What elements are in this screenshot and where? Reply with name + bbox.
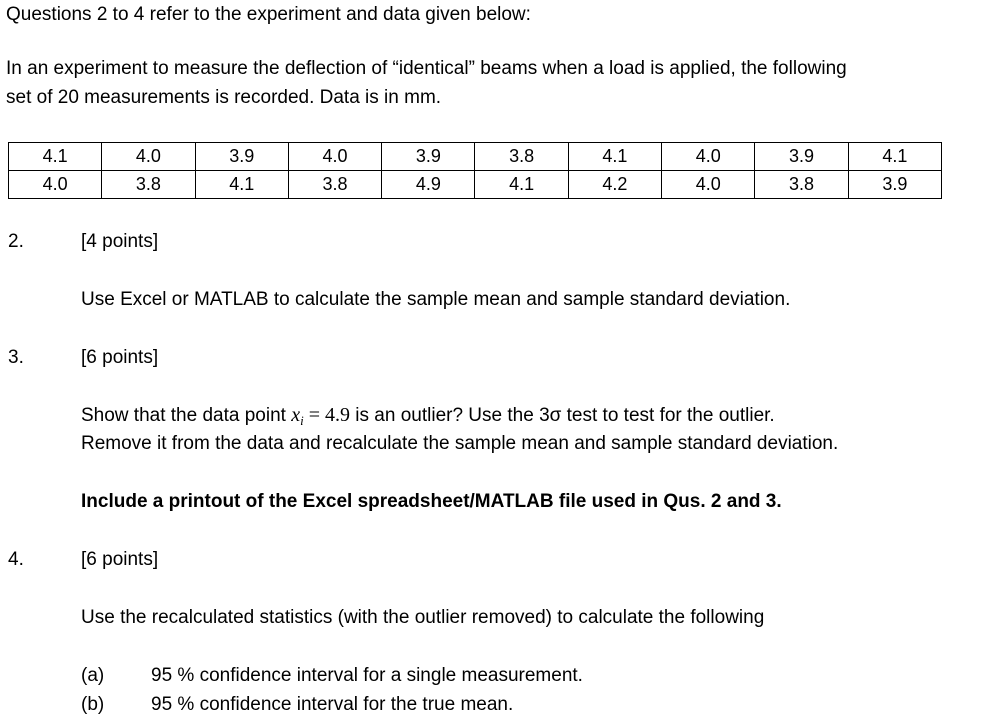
math-value: = 4.9 xyxy=(303,404,351,426)
question-2-points: [4 points] xyxy=(81,231,159,252)
question-3-points: [6 points] xyxy=(81,347,159,368)
table-cell: 4.1 xyxy=(848,143,941,171)
question-4-part-b-text: 95 % confidence interval for the true mean. xyxy=(151,694,514,715)
question-4-part-a-text: 95 % confidence interval for a single measurement. xyxy=(151,665,583,686)
table-cell: 4.2 xyxy=(568,171,661,199)
question-4-part-a-label: (a) xyxy=(81,665,105,686)
math-subscript: i xyxy=(300,413,304,428)
table-cell: 3.9 xyxy=(848,171,941,199)
question-4-points: [6 points] xyxy=(81,549,159,570)
question-3-printout-note: Include a printout of the Excel spreadsheet/MATLAB file used in Qus. 2 and 3. xyxy=(81,491,782,512)
question-3-text-before-math: Show that the data point xyxy=(81,405,286,426)
question-3-text-after-math: is an outlier? Use the 3σ test to test for the outlier. xyxy=(355,405,775,426)
table-cell: 3.8 xyxy=(288,171,381,199)
question-4-number: 4. xyxy=(8,549,24,570)
description-line-2: set of 20 measurements is recorded. Data is in mm. xyxy=(6,87,442,108)
intro-heading: Questions 2 to 4 refer to the experiment and data given below: xyxy=(6,4,531,25)
table-cell: 3.8 xyxy=(102,171,195,199)
question-2-number: 2. xyxy=(8,231,24,252)
table-cell: 4.0 xyxy=(288,143,381,171)
table-cell: 4.0 xyxy=(102,143,195,171)
question-4-part-b-label: (b) xyxy=(81,694,105,715)
table-cell: 3.8 xyxy=(755,171,848,199)
table-cell: 4.9 xyxy=(382,171,475,199)
table-cell: 3.9 xyxy=(382,143,475,171)
question-2-text: Use Excel or MATLAB to calculate the sample mean and sample standard deviation. xyxy=(81,289,791,310)
question-4-text: Use the recalculated statistics (with the outlier removed) to calculate the following xyxy=(81,607,765,628)
description-line-1: In an experiment to measure the deflection of “identical” beams when a load is applied, the following xyxy=(6,58,847,79)
table-cell: 4.1 xyxy=(9,143,102,171)
outlier-equation xyxy=(291,404,350,426)
table-cell: 4.0 xyxy=(9,171,102,199)
question-3-text-line-1 xyxy=(81,403,775,433)
table-row xyxy=(9,171,942,199)
table-cell: 3.9 xyxy=(755,143,848,171)
table-cell: 4.1 xyxy=(195,171,288,199)
table-cell: 3.9 xyxy=(195,143,288,171)
table-cell: 3.8 xyxy=(475,143,568,171)
question-3-number: 3. xyxy=(8,347,24,368)
measurement-table xyxy=(8,142,942,199)
table-cell: 4.0 xyxy=(662,171,755,199)
table-row xyxy=(9,143,942,171)
table-cell: 4.1 xyxy=(568,143,661,171)
question-3-text-line-2: Remove it from the data and recalculate the sample mean and sample standard deviation. xyxy=(81,433,839,454)
table-cell: 4.1 xyxy=(475,171,568,199)
table-cell: 4.0 xyxy=(662,143,755,171)
math-variable: x xyxy=(291,404,301,426)
